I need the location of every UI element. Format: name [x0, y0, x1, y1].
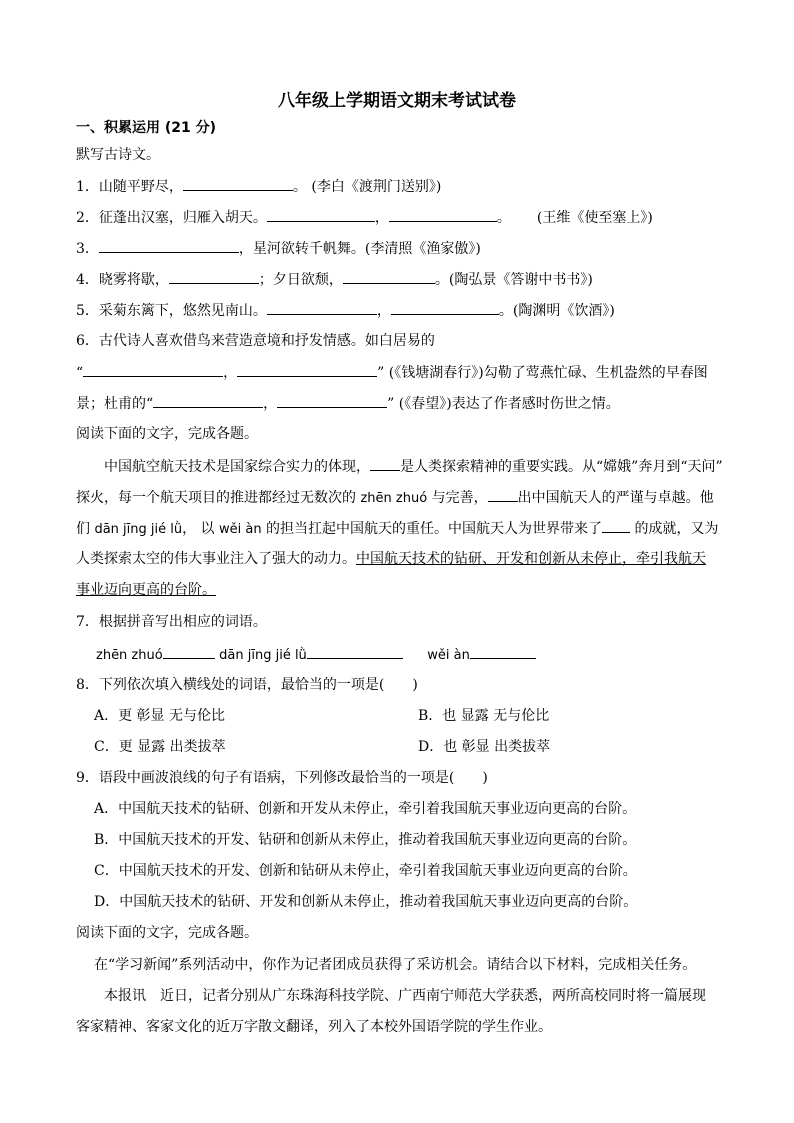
option-c[interactable]: C．更 显露 出类拔萃: [94, 739, 226, 755]
answer-blank[interactable]: [391, 300, 499, 315]
question-text: 。 (李白《渡荆门送别》): [292, 179, 442, 195]
question-text: ；夕日欲颓，: [258, 272, 343, 288]
passage-text: 是人类探索精神的重要实践。从“嫦娥”奔月到“天问”: [400, 459, 723, 475]
punctuation: “: [76, 365, 84, 381]
question-1: [76, 176, 441, 197]
question-2: [76, 207, 653, 228]
question-9: 9．语段中画波浪线的句子有语病，下列修改最恰当的一项是( ): [76, 770, 488, 786]
passage-line: 客家精神、客家文化的近万字散文翻译，列入了本校外国语学院的学生作业。: [76, 1019, 552, 1035]
wavy-underlined-sentence: 事业迈向更高的台阶。: [76, 582, 216, 598]
fill-blank[interactable]: [602, 518, 630, 533]
pinyin: wěi àn: [427, 648, 470, 663]
page-title: 八年级上学期语文期末考试试卷: [278, 91, 516, 111]
section-heading: 一、积累运用 (21 分): [76, 120, 217, 136]
question-8: 8．下列依次填入横线处的词语，最恰当的一项是( ): [76, 677, 418, 693]
fill-blank[interactable]: [488, 487, 518, 502]
question-text: 2．征蓬出汉塞，归雁入胡天。: [76, 210, 267, 226]
question-6: 6．古代诗人喜欢借鸟来营造意境和抒发情感。如白居易的: [76, 333, 435, 349]
punctuation: ，: [263, 396, 278, 412]
punctuation: ，: [376, 303, 391, 319]
question-text: ” (《钱塘湖春行》)勾勒了莺燕忙碌、生机盎然的早春图: [377, 365, 708, 381]
option-a[interactable]: A．更 彰显 无与伦比: [94, 708, 226, 724]
passage-line: [76, 487, 714, 509]
question-text: ，星河欲转千帆舞。(李清照《渔家傲》): [238, 241, 481, 257]
punctuation: ，: [374, 210, 389, 226]
option-d[interactable]: D．中国航天技术的钻研、开发和创新从未停止，推动着我国航天事业迈向更高的台阶。: [94, 894, 638, 910]
question-text: ” (《春望》)表达了作者感时伤世之情。: [387, 396, 620, 412]
passage-text: 与完善，: [427, 490, 488, 506]
answer-blank[interactable]: [277, 393, 387, 408]
option-b[interactable]: B．也 显露 无与伦比: [418, 708, 550, 724]
instruction: 阅读下面的文字，完成各题。: [76, 426, 258, 442]
answer-blank[interactable]: [183, 176, 293, 191]
passage-line: 在“学习新闻”系列活动中，你作为记者团成员获得了采访机会。请结合以下材料，完成相关任务。: [94, 957, 697, 973]
option-a[interactable]: A．中国航天技术的钻研、创新和开发从未停止，牵引着我国航天事业迈向更高的台阶。: [94, 801, 637, 817]
fill-blank[interactable]: [370, 456, 400, 471]
instruction: 阅读下面的文字，完成各题。: [76, 925, 258, 941]
source: (王维《使至塞上》): [536, 210, 653, 226]
question-number: 3．: [76, 241, 99, 257]
answer-blank[interactable]: [99, 238, 239, 253]
question-5: [76, 300, 615, 321]
passage-text: 的成就，又为: [630, 521, 719, 537]
option-b[interactable]: B．中国航天技术的开发、钻研和创新从未停止，推动着我国航天事业迈向更高的台阶。: [94, 832, 637, 848]
question-7: 7．根据拼音写出相应的词语。: [76, 614, 267, 630]
answer-blank[interactable]: [267, 300, 377, 315]
pinyin: dān jīng jié lǜ: [219, 648, 307, 663]
question-7-pinyin: [96, 644, 536, 666]
passage-text: 中国航空航天技术是国家综合实力的体现，: [104, 459, 370, 475]
question-text: 景；杜甫的“: [76, 396, 154, 412]
passage-line: [76, 549, 706, 569]
pinyin: zhēn zhuó: [96, 648, 163, 663]
answer-blank[interactable]: [169, 269, 259, 284]
answer-blank[interactable]: [470, 644, 536, 659]
question-4: [76, 269, 593, 290]
passage-text: 们: [76, 521, 95, 537]
passage-text: 探火，每一个航天项目的推进都经过无数次的: [76, 490, 361, 506]
passage-line: [104, 456, 723, 477]
option-d[interactable]: D．也 彰显 出类拔萃: [418, 739, 551, 755]
answer-blank[interactable]: [267, 207, 375, 222]
wavy-underlined-sentence: 中国航天技术的钻研、开发和创新从未停止，牵引我航天: [356, 551, 706, 567]
punctuation: 。: [496, 210, 511, 226]
question-text: 4．晓雾将歇，: [76, 272, 169, 288]
answer-blank[interactable]: [83, 362, 223, 377]
answer-blank[interactable]: [163, 644, 215, 659]
source: 。(陶弘景《答谢中书书》): [434, 272, 593, 288]
question-3: [76, 238, 481, 259]
passage-text: 的担当扛起中国航天的重任。中国航天人为世界带来了: [261, 521, 603, 537]
question-text: 1．山随平野尽，: [76, 179, 183, 195]
answer-blank[interactable]: [237, 362, 377, 377]
answer-blank[interactable]: [307, 644, 403, 659]
passage-line: 本报讯 近日，记者分别从广东珠海科技学院、广西南宁师范大学获悉，两所高校同时将一篇展现: [104, 988, 706, 1004]
instruction: 默写古诗文。: [76, 147, 160, 163]
question-6-line3: [76, 393, 620, 414]
question-6-line2: [76, 362, 708, 383]
passage-text: 出中国航天人的严谨与卓越。他: [517, 490, 714, 506]
answer-blank[interactable]: [389, 207, 497, 222]
pinyin: wěi àn: [219, 522, 262, 537]
answer-blank[interactable]: [153, 393, 263, 408]
passage-line: [76, 518, 719, 540]
pinyin: dān jīng jié lǜ: [94, 522, 183, 537]
passage-text: ， 以: [182, 521, 220, 537]
option-c[interactable]: C．中国航天技术的开发、创新和钻研从未停止，牵引着我国航天事业迈向更高的台阶。: [94, 863, 637, 879]
pinyin: zhēn zhuó: [360, 491, 428, 506]
punctuation: ，: [223, 365, 238, 381]
passage-text: 人类探索太空的伟大事业注入了强大的动力。: [76, 551, 356, 567]
answer-blank[interactable]: [343, 269, 435, 284]
source: 。(陶渊明《饮酒》): [498, 303, 615, 319]
question-text: 5．采菊东篱下，悠然见南山。: [76, 303, 267, 319]
